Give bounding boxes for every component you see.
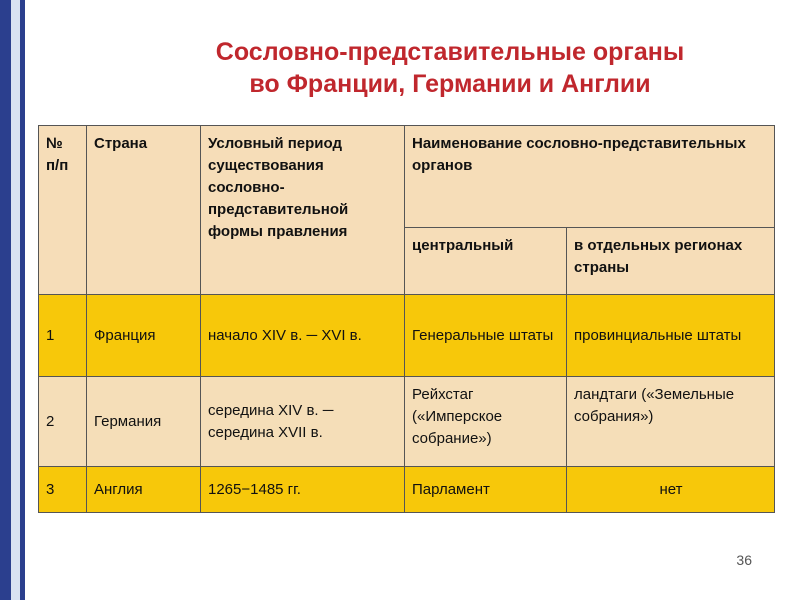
header-central: центральный bbox=[405, 228, 567, 295]
slide-title bbox=[120, 36, 780, 100]
cell-regional: нет bbox=[567, 467, 775, 513]
slide-title-line-1: Сословно-представительные органы bbox=[215, 38, 685, 66]
cell-country: Англия bbox=[87, 467, 201, 513]
header-regional: в отдельных регионах страны bbox=[567, 228, 775, 295]
table-header-row bbox=[39, 126, 775, 228]
header-country: Страна bbox=[87, 126, 201, 295]
cell-period: 1265−1485 гг. bbox=[201, 467, 405, 513]
cell-period: начало XIV в. ─ XVI в. bbox=[201, 295, 405, 377]
slide-title-line-2: во Франции, Германии и Англии bbox=[249, 70, 651, 98]
cell-num: 3 bbox=[39, 467, 87, 513]
header-period: Условный период существования сословно-представительной формы правления bbox=[201, 126, 405, 295]
cell-country: Германия bbox=[87, 377, 201, 467]
cell-central: Рейхстаг («Имперское собрание») bbox=[405, 377, 567, 467]
cell-num: 1 bbox=[39, 295, 87, 377]
cell-regional: провинциальные штаты bbox=[567, 295, 775, 377]
cell-period: середина XIV в. ─ середина XVII в. bbox=[201, 377, 405, 467]
cell-num: 2 bbox=[39, 377, 87, 467]
header-bodies: Наименование сословно-представительных органов bbox=[405, 126, 775, 228]
left-decor-line bbox=[20, 0, 25, 600]
estates-bodies-table bbox=[38, 125, 775, 513]
cell-regional: ландтаги («Земельные собрания») bbox=[567, 377, 775, 467]
table-row bbox=[39, 377, 775, 467]
table-row bbox=[39, 295, 775, 377]
cell-central: Генеральные штаты bbox=[405, 295, 567, 377]
header-num: № п/п bbox=[39, 126, 87, 295]
slide-number: 36 bbox=[736, 552, 752, 568]
cell-country: Франция bbox=[87, 295, 201, 377]
left-decor-bar bbox=[0, 0, 11, 600]
table-row bbox=[39, 467, 775, 513]
left-decor-band bbox=[11, 0, 20, 600]
cell-central: Парламент bbox=[405, 467, 567, 513]
